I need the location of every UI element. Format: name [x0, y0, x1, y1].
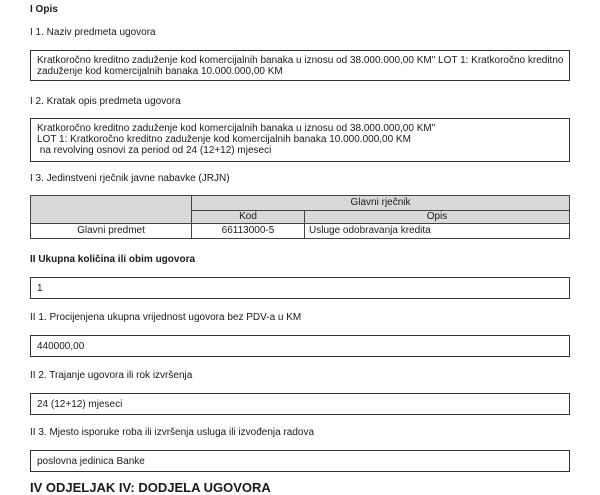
jrjn-row-label: Glavni predmet	[31, 224, 192, 239]
naziv-line-1: Kratkoročno kreditno zaduženje kod komercijalnih banaka u iznosu od 38.000.000,00 KM" LOT 1: Kratkoročno kreditno	[37, 55, 564, 66]
kratak-opis-line-2: LOT 1: Kratkoročno kreditno zaduženje kod komercijalnih banaka 10.000.000,00 KM	[37, 134, 411, 145]
kratak-opis-label: I 2. Kratak opis predmeta ugovora	[30, 96, 181, 107]
next-section-title: IV ODJELJAK IV: DODJELA UGOVORA	[30, 480, 271, 495]
jrjn-label: I 3. Jedinstveni rječnik javne nabavke (JRJN)	[30, 173, 230, 184]
trajanje-box	[30, 393, 570, 415]
kolicina-value: 1	[37, 283, 43, 294]
mjesto-box	[30, 450, 570, 472]
jrjn-row-opis: Usluge odobravanja kredita	[305, 224, 570, 239]
naziv-label: I 1. Naziv predmeta ugovora	[30, 27, 156, 38]
kolicina-box	[30, 277, 570, 299]
vrijednost-value: 440000,00	[37, 341, 85, 352]
section-kolicina-title: II Ukupna količina ili obim ugovora	[30, 254, 196, 265]
kratak-opis-line-3: na revolving osnovi za period od 24 (12+12) mjeseci	[37, 145, 272, 156]
kratak-opis-line-1: Kratkoročno kreditno zaduženje kod komercijalnih banaka u iznosu od 38.000.000,00 KM"	[37, 123, 436, 134]
mjesto-value: poslovna jedinica Banke	[37, 456, 145, 467]
jrjn-col-kod: Kod	[192, 211, 305, 224]
jrjn-group-header: Glavni rječnik	[192, 196, 570, 211]
naziv-line-2: zaduženje kod komercijalnih banaka 10.000.000,00 KM	[37, 66, 283, 77]
trajanje-label: II 2. Trajanje ugovora ili rok izvršenja	[30, 370, 193, 381]
kratak-opis-box	[30, 118, 570, 162]
naziv-box	[30, 50, 570, 81]
jrjn-empty-header	[31, 196, 192, 224]
table-row	[31, 224, 570, 239]
jrjn-row-kod: 66113000-5	[192, 224, 305, 239]
trajanje-value: 24 (12+12) mjeseci	[37, 399, 123, 410]
mjesto-label: II 3. Mjesto isporuke roba ili izvršenja usluga ili izvođenja radova	[30, 427, 315, 438]
vrijednost-box	[30, 335, 570, 357]
jrjn-table	[30, 195, 570, 239]
section-opis-title: I Opis	[30, 4, 58, 15]
vrijednost-label: II 1. Procijenjena ukupna vrijednost ugovora bez PDV-a u KM	[30, 312, 302, 323]
jrjn-col-opis: Opis	[305, 211, 570, 224]
